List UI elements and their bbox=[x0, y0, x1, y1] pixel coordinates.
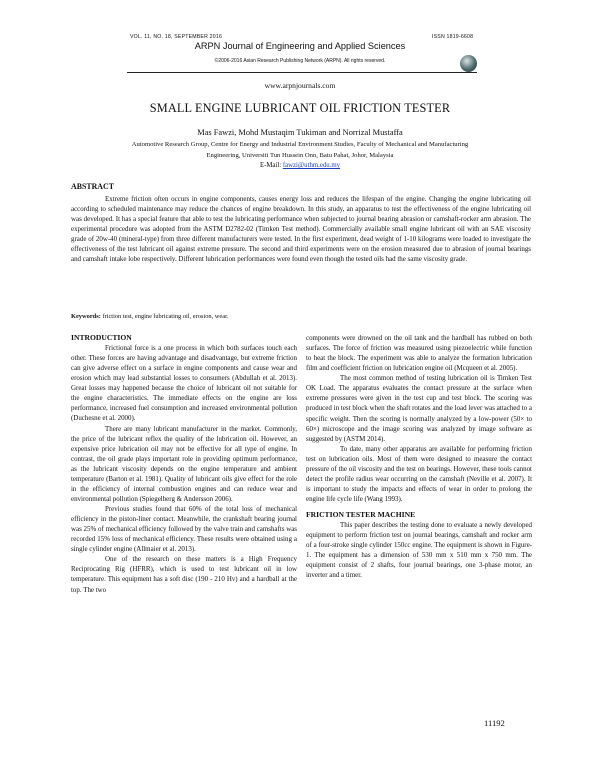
intro-paragraph-1: Frictional force is a one process in which both surfaces touch each other. These forces are having advantage and disadvantage, but extreme friction can give adverse effect on a surface in engine components and cause wear and erosion which may lead substantial losses to consumers (Abdullah et al. 2013). Great losses may happened because the choice of lubricant oil not suitable for the engine characteristics. The immediate effects on the engine are loss performance, increased fuel consumption and increased environmental pollution (Duchesne et al. 2000). bbox=[71, 344, 297, 423]
email-link[interactable]: fawzi@uthm.edu.my bbox=[282, 162, 341, 169]
page-number: 11192 bbox=[484, 718, 505, 728]
intro-paragraph-2: There are many lubricant manufacturer in the market. Commonly, the price of the lubricant reflex the quality of the lubrication oil. However, an expensive price lubrication oil may not be effective for all type of engine. In contrast, the oil grade plays important role in providing optimum performance, as the lubricant viscosity depends on the engine temperature and ambient temperature (Barton et al. 1981). Quality of lubricant oils give effect for the role in the efficiency of internal combustion engines and can reduce wear and environmental pollution (Spiegelberg & Andersson 2006). bbox=[71, 424, 297, 503]
machine-paragraph-1: This paper describes the testing done to evaluate a newly developed equipment to perform friction test on journal bearings, camshaft and rocker arm of a four-stroke single cylinder 150cc engine. The equipment is shown in Figure-1. The equipment has a dimension of 530 mm x 510 mm x 750 mm. The equipment consist of 2 shafts, four journal bearings, one 3-phase motor, an inverter and a timer. bbox=[306, 521, 532, 580]
keywords bbox=[71, 313, 228, 320]
paper-title: SMALL ENGINE LUBRICANT OIL FRICTION TESTER bbox=[149, 101, 451, 115]
journal-url[interactable]: www.arpnjournals.com bbox=[264, 81, 336, 90]
email-line bbox=[0, 162, 600, 169]
left-column bbox=[71, 333, 297, 595]
abstract-text: Extreme friction often occurs in engine components, causes energy loss and reduces the lifespan of the engine. Changing the engine lubricating oil according to scheduled maintenance may reduce the chances of engine breakdown. In this study, an apparatus to test the effectiveness of the engine lubricating oil was developed. It has a special feature that able to test the lubricating performance when subjected to journal bearing abrasion or camshaft-rocker arm abrasion. The experimental procedure was adopted from the ASTM D2782-02 (Timken Test method). Commercially available small engine lubricant oil with an SAE viscosity grade of 20w-40 (mineral-type) from three different manufacturers were tested. In the first experiment, dead weight of 1-10 kilograms were loaded to investigate the effectiveness of the test lubricant oil against extreme pressure. The second and third experiments were on the erosion measured due to abrasion of journal bearings and camshaft intake lobe respectively. Different lubrication performances were found even though the tested oils had the same viscosity grade. bbox=[71, 195, 531, 264]
issn: ISSN 1819-6608 bbox=[432, 34, 474, 40]
intro-paragraph-7: To date, many other apparatus are available for performing friction test on lubrication oils. Most of them were designed to measure the contact pressure of the oil viscosity and the test on bearings. However, these tools cannot detect the profile radius wear occurring on the camshaft (Neville et al. 2007). It is important to study the impacts and effects of wear in order to prolong the engine life cycle life (Wang 1993). bbox=[306, 444, 532, 503]
intro-paragraph-6: The most common method of testing lubrication oil is Timken Test OK Load. The apparatus evaluates the contact pressure at the surface when extreme pressures were given in the test cup and test block. The scoring was produced in test block when the shaft rotates and the load lever was attached to a specific weight. Then the scoring is normally analyzed by a low-power (50× to 60×) microscope and the image scoring was analyzed by image software as suggested by (ASTM 2014). bbox=[306, 374, 532, 443]
keywords-label: Keywords: bbox=[71, 313, 101, 320]
intro-paragraph-4: One of the research on these matters is a High Frequency Reciprocating Rig (HFRR), which is used to test lubricant oil in low temperature. This equipment has a soft disc (190 - 210 Hv) and a hardball at the top. The two bbox=[71, 555, 297, 594]
introduction-heading: INTRODUCTION bbox=[71, 333, 132, 342]
volume-info: VOL. 11, NO. 18, SEPTEMBER 2016 bbox=[130, 34, 223, 40]
affiliation-line-1: Automotive Research Group, Centre for Energy and Industrial Environment Studies, Faculty of Mechanical and Manufacturing bbox=[131, 141, 469, 148]
affiliation-line-2: Engineering, Universiti Tun Hussein Onn, Batu Pahat, Johor, Malaysia bbox=[206, 152, 394, 159]
email-label: E-Mail: bbox=[259, 162, 282, 169]
right-column bbox=[306, 333, 532, 580]
journal-name: ARPN Journal of Engineering and Applied Sciences bbox=[194, 41, 406, 51]
machine-heading: FRICTION TESTER MACHINE bbox=[306, 510, 416, 520]
authors: Mas Fawzi, Mohd Mustaqim Tukiman and Norrizal Mustaffa bbox=[197, 128, 403, 137]
arpn-logo-icon bbox=[460, 55, 477, 72]
keywords-text: friction test, engine lubricating oil, erosion, wear. bbox=[102, 313, 229, 320]
intro-paragraph-3: Previous studies found that 60% of the total loss of mechanical efficiency in the piston-liner contact. Meanwhile, the crankshaft bearing journal was 25% of mechanical efficiency followed by the valve train and camshafts was recorded 15% loss of mechanical efficiency. These results were obtained using a single cylinder engine (Allmaier et al. 2013). bbox=[71, 505, 297, 554]
header-divider bbox=[127, 72, 477, 73]
intro-paragraph-5: components were drowned on the oil tank and the hardball has rubbed on both surfaces. The force of friction was measured using piezoelectric while function to heat the block. The experiment was able to analyze the formation lubrication film and coefficient friction on lubrication engine oil (Mcqueen et al. 2005). bbox=[306, 334, 532, 373]
copyright-line: ©2006-2016 Asian Research Publishing Network (ARPN). All rights reserved. bbox=[214, 58, 386, 64]
abstract-heading: ABSTRACT bbox=[71, 182, 114, 191]
